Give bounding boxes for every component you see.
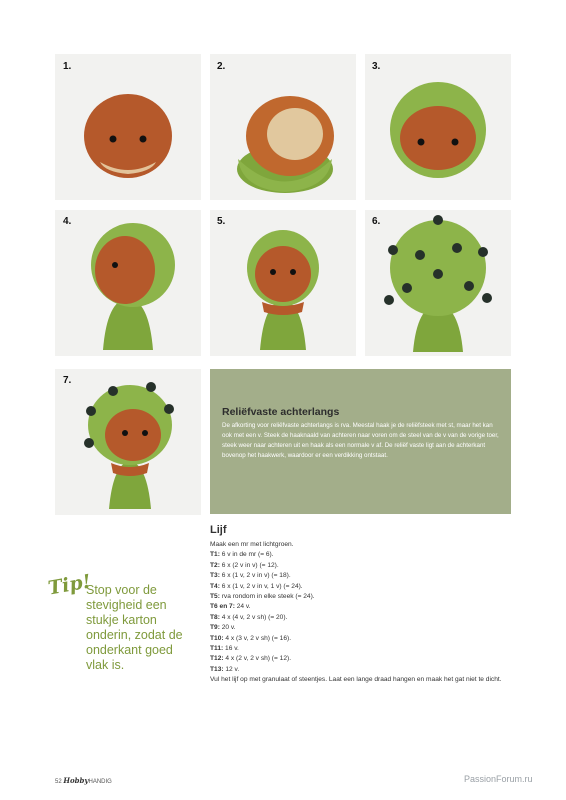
row-t4: T4: 6 x (1 v, 2 v in v, 1 v) (= 24). (210, 582, 303, 590)
finished-figure-illustration (55, 369, 201, 515)
spiky-cap-illustration (365, 210, 511, 356)
step-number-4: 4. (63, 216, 72, 227)
step-number-1: 1. (63, 61, 72, 72)
row-t5: T5: rva rondom in elke steek (= 24). (210, 593, 315, 601)
row-t2: T2: 6 x (2 v in v) (= 12). (210, 561, 279, 569)
tip-text: Stop voor de stevigheid een stukje karton onderin, zodat de onderkant goed vlak is. (86, 583, 183, 672)
row-t10: T10: 4 x (3 v, 2 v sh) (= 16). (210, 634, 292, 642)
row-t3: T3: 6 x (1 v, 2 v in v) (= 18). (210, 572, 291, 580)
step-number-3: 3. (372, 61, 381, 72)
row-t12: T12: 4 x (2 v, 2 v sh) (= 12). (210, 655, 292, 663)
relief-title: Reliëfvaste achterlangs (222, 406, 340, 418)
relief-info-box (210, 369, 511, 514)
relief-text: De afkorting voor reliëfvaste achterlangs is rva. Meestal haak je de reliëfsteek met st, maar het kan ook met een v. Steek de haaknaald van achteren naar voren om de steel van de v van de vorige toer, steek weer naar achteren uit en haak als een normale v af. De reliëf vaste ligt aan de achterkant bovenop het haakwerk, waardoor er een verdikking ontstaat. (222, 422, 499, 459)
row-t1: T1: 6 v in de mr (= 6). (210, 551, 274, 559)
step-number-7: 7. (63, 375, 72, 386)
acorn-head-illustration (55, 54, 201, 200)
brand-logo: Hobby (63, 776, 89, 785)
figure-scarf-illustration (210, 210, 356, 356)
page-number: 52 (55, 779, 62, 785)
step-photo-2 (210, 54, 356, 200)
lijf-instructions (210, 540, 510, 686)
lijf-heading: Lijf (210, 524, 227, 536)
page-footer (55, 776, 112, 785)
head-with-cap-illustration (365, 54, 511, 200)
figure-side-illustration (55, 210, 201, 356)
step-photo-3 (365, 54, 511, 200)
tip-label: Tip! (46, 570, 93, 600)
row-t9: T9: 20 v. (210, 624, 236, 632)
step-number-6: 6. (372, 216, 381, 227)
cap-and-head-illustration (210, 54, 356, 200)
row-t8: T8: 4 x (4 v, 2 v sh) (= 20). (210, 613, 288, 621)
lijf-outro: Vul het lijf op met granulaat of steentjes. Laat een lange draad hangen en maak het gat niet te dicht. (210, 676, 502, 684)
row-t11: T11: 16 v. (210, 645, 239, 653)
step-photo-4 (55, 210, 201, 356)
step-number-2: 2. (217, 61, 226, 72)
step-photo-5 (210, 210, 356, 356)
watermark: PassionForum.ru (464, 774, 533, 784)
step-photo-1 (55, 54, 201, 200)
step-photo-7 (55, 369, 201, 515)
lijf-intro: Maak een mr met lichtgroen. (210, 541, 294, 548)
row-t6-7: T6 en 7: 24 v. (210, 603, 251, 611)
step-number-5: 5. (217, 216, 226, 227)
brand-sub: HANDIG (88, 779, 112, 785)
step-photo-6 (365, 210, 511, 356)
row-t13: T13: 12 v. (210, 665, 240, 673)
